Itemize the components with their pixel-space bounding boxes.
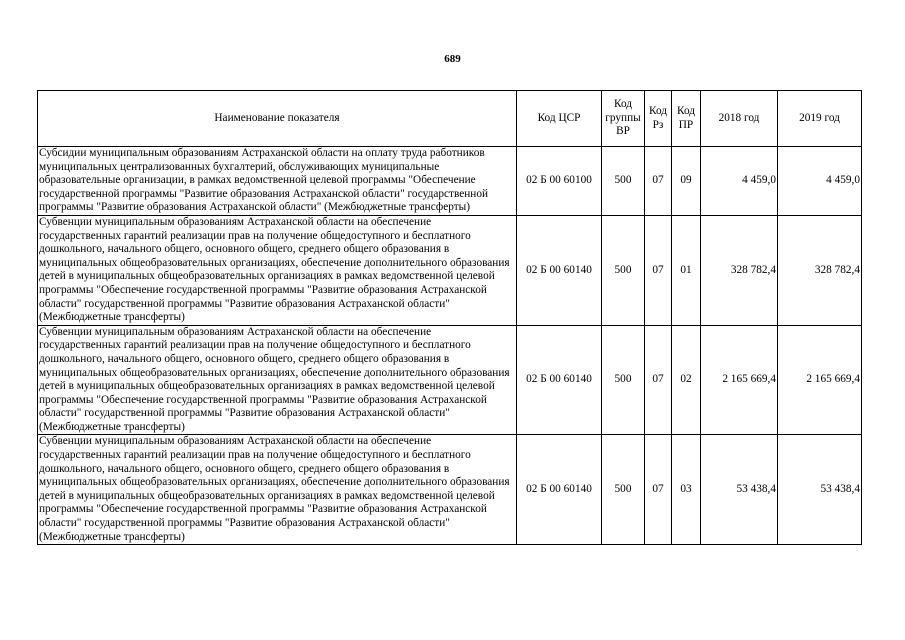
budget-table — [37, 90, 862, 545]
row-rz: 07 — [645, 325, 672, 435]
header-vr: Код группы ВР — [602, 91, 645, 147]
table-row — [38, 325, 862, 435]
header-name: Наименование показателя — [38, 91, 517, 147]
row-vr: 500 — [602, 435, 645, 545]
row-2019: 2 165 669,4 — [778, 325, 862, 435]
header-rz: Код Рз — [645, 91, 672, 147]
header-2018: 2018 год — [701, 91, 778, 147]
row-rz: 07 — [645, 215, 672, 325]
row-2018: 2 165 669,4 — [701, 325, 778, 435]
row-pr: 03 — [672, 435, 701, 545]
table-row — [38, 215, 862, 325]
table-row — [38, 435, 862, 545]
header-pr: Код ПР — [672, 91, 701, 147]
row-csr: 02 Б 00 60140 — [517, 215, 602, 325]
row-pr: 01 — [672, 215, 701, 325]
row-vr: 500 — [602, 147, 645, 216]
row-csr: 02 Б 00 60140 — [517, 325, 602, 435]
row-csr: 02 Б 00 60100 — [517, 147, 602, 216]
row-name: Субвенции муниципальным образованиям Астраханской области на обеспечение государственных гарантий реализации прав на получение общедоступного и бесплатного дошкольного, начального общего, основного общего, среднего общего образования в муниципальных общеобразовательных организациях, обеспечение дополнительного образования детей в муниципальных общеобразовательных организациях в рамках ведомственной целевой программы "Обеспечение государственной программы "Развитие образования Астраханской области" государственной программы "Развитие образования Астраханской области" (Межбюджетные трансферты) — [38, 215, 517, 325]
row-pr: 02 — [672, 325, 701, 435]
row-csr: 02 Б 00 60140 — [517, 435, 602, 545]
row-2018: 4 459,0 — [701, 147, 778, 216]
row-2018: 328 782,4 — [701, 215, 778, 325]
header-csr: Код ЦСР — [517, 91, 602, 147]
table-row — [38, 147, 862, 216]
row-2019: 53 438,4 — [778, 435, 862, 545]
row-rz: 07 — [645, 147, 672, 216]
row-rz: 07 — [645, 435, 672, 545]
row-vr: 500 — [602, 325, 645, 435]
page-number: 689 — [444, 53, 461, 65]
row-name: Субвенции муниципальным образованиям Астраханской области на обеспечение государственных гарантий реализации прав на получение общедоступного и бесплатного дошкольного, начального общего, основного общего, среднего общего образования в муниципальных общеобразовательных организациях, обеспечение дополнительного образования детей в муниципальных общеобразовательных организациях в рамках ведомственной целевой программы "Обеспечение государственной программы "Развитие образования Астраханской области" государственной программы "Развитие образования Астраханской области" (Межбюджетные трансферты) — [38, 435, 517, 545]
row-2019: 4 459,0 — [778, 147, 862, 216]
table-header-row — [38, 91, 862, 147]
row-pr: 09 — [672, 147, 701, 216]
row-name: Субсидии муниципальным образованиям Астраханской области на оплату труда работников муниципальных централизованных бухгалтерий, обслуживающих муниципальные образовательные организации, в рамках ведомственной целевой программы "Обеспечение государственной программы "Развитие образования Астраханской области" государственной программы "Развитие образования Астраханской области" (Межбюджетные трансферты) — [38, 147, 517, 216]
row-name: Субвенции муниципальным образованиям Астраханской области на обеспечение государственных гарантий реализации прав на получение общедоступного и бесплатного дошкольного, начального общего, основного общего, среднего общего образования в муниципальных общеобразовательных организациях, обеспечение дополнительного образования детей в муниципальных общеобразовательных организациях в рамках ведомственной целевой программы "Обеспечение государственной программы "Развитие образования Астраханской области" государственной программы "Развитие образования Астраханской области" (Межбюджетные трансферты) — [38, 325, 517, 435]
row-vr: 500 — [602, 215, 645, 325]
row-2019: 328 782,4 — [778, 215, 862, 325]
header-2019: 2019 год — [778, 91, 862, 147]
row-2018: 53 438,4 — [701, 435, 778, 545]
